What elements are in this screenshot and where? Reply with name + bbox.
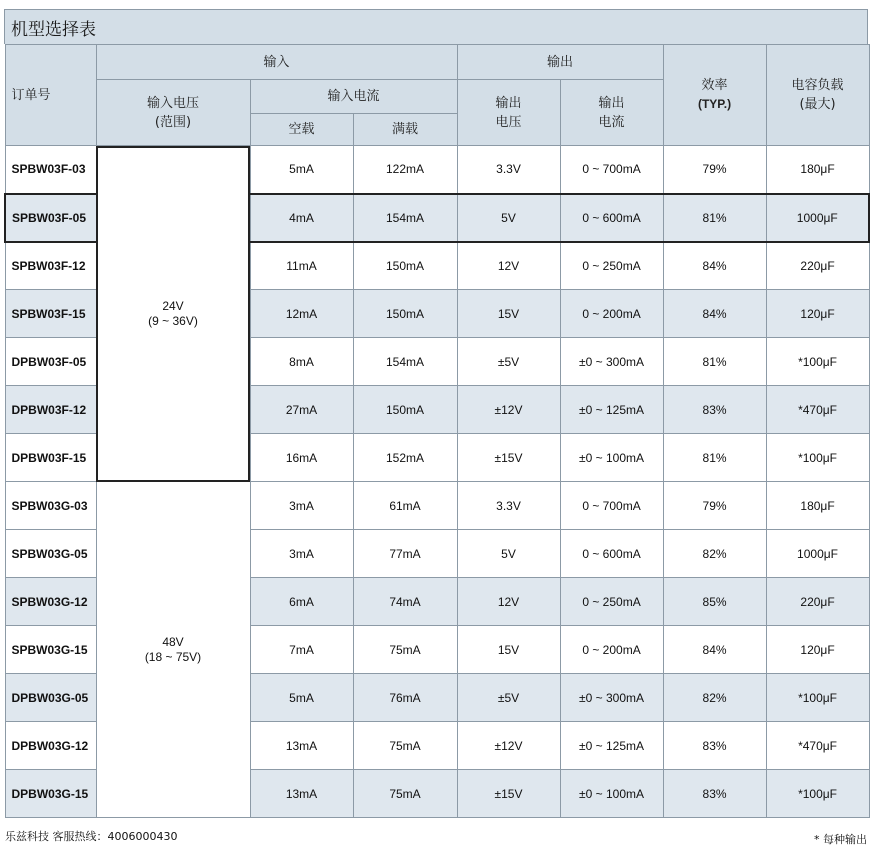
model-cell: SPBW03F-05: [5, 194, 96, 242]
cap-cell: 1000μF: [766, 194, 869, 242]
input-voltage-group-24v: [96, 146, 250, 482]
full-load-cell: 74mA: [353, 578, 457, 626]
output-current-label-2: 电流: [598, 114, 625, 130]
iout-cell: ±0 ~ 100mA: [560, 770, 663, 818]
no-load-cell: 13mA: [250, 770, 353, 818]
eff-cell: 83%: [663, 386, 766, 434]
group-range: (18 ~ 75V): [144, 649, 202, 664]
col-cap-load: [766, 45, 869, 146]
col-group-input: 输入: [96, 45, 457, 80]
table-header: [5, 45, 869, 146]
iout-cell: 0 ~ 700mA: [560, 146, 663, 194]
output-current-label-1: 输出: [598, 95, 625, 111]
col-no-load: 空载: [250, 114, 353, 146]
no-load-cell: 16mA: [250, 434, 353, 482]
no-load-cell: 11mA: [250, 242, 353, 290]
footer-hotline: 乐兹科技 客服热线：4006000430: [5, 830, 178, 843]
col-group-output: 输出: [457, 45, 663, 80]
iout-cell: ±0 ~ 125mA: [560, 386, 663, 434]
eff-cell: 82%: [663, 530, 766, 578]
vout-cell: ±15V: [457, 434, 560, 482]
full-load-cell: 76mA: [353, 674, 457, 722]
output-voltage-label-2: 电压: [495, 114, 522, 130]
cap-load-sub: (最大): [799, 97, 836, 112]
eff-cell: 83%: [663, 770, 766, 818]
eff-cell: 81%: [663, 194, 766, 242]
model-cell: DPBW03F-05: [5, 338, 96, 386]
eff-cell: 83%: [663, 722, 766, 770]
col-order-no: 订单号: [5, 45, 96, 146]
iout-cell: ±0 ~ 125mA: [560, 722, 663, 770]
vout-cell: 3.3V: [457, 146, 560, 194]
efficiency-label: 效率: [701, 78, 728, 93]
eff-cell: 85%: [663, 578, 766, 626]
group-voltage: 24V: [162, 298, 184, 313]
iout-cell: 0 ~ 600mA: [560, 530, 663, 578]
model-selection-sheet: [4, 9, 868, 818]
model-cell: SPBW03G-03: [5, 482, 96, 530]
eff-cell: 79%: [663, 482, 766, 530]
vout-cell: ±5V: [457, 674, 560, 722]
iout-cell: ±0 ~ 300mA: [560, 674, 663, 722]
col-input-current: 输入电流: [250, 80, 457, 114]
no-load-cell: 27mA: [250, 386, 353, 434]
input-voltage-label: 输入电压: [146, 95, 199, 111]
table-row[interactable]: [5, 146, 869, 194]
model-cell: DPBW03G-12: [5, 722, 96, 770]
cap-cell: *100μF: [766, 338, 869, 386]
cap-cell: *470μF: [766, 386, 869, 434]
cap-cell: *100μF: [766, 434, 869, 482]
full-load-cell: 75mA: [353, 770, 457, 818]
iout-cell: 0 ~ 600mA: [560, 194, 663, 242]
full-load-cell: 77mA: [353, 530, 457, 578]
vout-cell: ±15V: [457, 770, 560, 818]
iout-cell: 0 ~ 250mA: [560, 578, 663, 626]
eff-cell: 84%: [663, 242, 766, 290]
full-load-cell: 154mA: [353, 194, 457, 242]
model-cell: SPBW03F-15: [5, 290, 96, 338]
iout-cell: 0 ~ 200mA: [560, 290, 663, 338]
vout-cell: 5V: [457, 194, 560, 242]
model-cell: SPBW03F-12: [5, 242, 96, 290]
no-load-cell: 6mA: [250, 578, 353, 626]
efficiency-sub: (TYP.): [697, 97, 732, 111]
full-load-cell: 75mA: [353, 626, 457, 674]
model-cell: SPBW03G-05: [5, 530, 96, 578]
cap-cell: *470μF: [766, 722, 869, 770]
no-load-cell: 3mA: [250, 482, 353, 530]
col-output-voltage: [457, 80, 560, 146]
full-load-cell: 152mA: [353, 434, 457, 482]
table-body: [5, 146, 869, 818]
col-full-load: 满载: [353, 114, 457, 146]
no-load-cell: 5mA: [250, 146, 353, 194]
vout-cell: ±12V: [457, 386, 560, 434]
group-voltage: 48V: [162, 634, 184, 649]
eff-cell: 81%: [663, 434, 766, 482]
vout-cell: 12V: [457, 242, 560, 290]
col-output-current: [560, 80, 663, 146]
no-load-cell: 13mA: [250, 722, 353, 770]
cap-cell: 120μF: [766, 290, 869, 338]
vout-cell: 12V: [457, 578, 560, 626]
cap-cell: 220μF: [766, 578, 869, 626]
full-load-cell: 150mA: [353, 386, 457, 434]
full-load-cell: 150mA: [353, 242, 457, 290]
cap-cell: 180μF: [766, 146, 869, 194]
eff-cell: 81%: [663, 338, 766, 386]
vout-cell: 15V: [457, 626, 560, 674]
no-load-cell: 4mA: [250, 194, 353, 242]
iout-cell: 0 ~ 700mA: [560, 482, 663, 530]
model-selection-table: [4, 44, 870, 818]
eff-cell: 79%: [663, 146, 766, 194]
model-cell: DPBW03G-15: [5, 770, 96, 818]
vout-cell: ±12V: [457, 722, 560, 770]
cap-load-label: 电容负载: [791, 78, 844, 93]
eff-cell: 84%: [663, 626, 766, 674]
no-load-cell: 5mA: [250, 674, 353, 722]
vout-cell: ±5V: [457, 338, 560, 386]
model-cell: SPBW03G-15: [5, 626, 96, 674]
model-cell: DPBW03F-15: [5, 434, 96, 482]
full-load-cell: 61mA: [353, 482, 457, 530]
input-voltage-sub: (范围): [154, 114, 192, 130]
no-load-cell: 3mA: [250, 530, 353, 578]
col-efficiency: [663, 45, 766, 146]
full-load-cell: 75mA: [353, 722, 457, 770]
iout-cell: ±0 ~ 300mA: [560, 338, 663, 386]
vout-cell: 15V: [457, 290, 560, 338]
group-range: (9 ~ 36V): [148, 313, 198, 328]
model-cell: DPBW03F-12: [5, 386, 96, 434]
model-cell: SPBW03G-12: [5, 578, 96, 626]
full-load-cell: 150mA: [353, 290, 457, 338]
full-load-cell: 154mA: [353, 338, 457, 386]
no-load-cell: 7mA: [250, 626, 353, 674]
table-title: 机型选择表: [4, 9, 868, 44]
iout-cell: 0 ~ 250mA: [560, 242, 663, 290]
cap-cell: *100μF: [766, 770, 869, 818]
cap-cell: 220μF: [766, 242, 869, 290]
cap-cell: *100μF: [766, 674, 869, 722]
no-load-cell: 8mA: [250, 338, 353, 386]
col-input-voltage: [96, 80, 250, 146]
footer-note: * 每种输出: [814, 833, 867, 846]
model-cell: DPBW03G-05: [5, 674, 96, 722]
cap-cell: 120μF: [766, 626, 869, 674]
input-voltage-group-48v: [96, 482, 250, 818]
cap-cell: 1000μF: [766, 530, 869, 578]
cap-cell: 180μF: [766, 482, 869, 530]
eff-cell: 84%: [663, 290, 766, 338]
model-cell: SPBW03F-03: [5, 146, 96, 194]
output-voltage-label-1: 输出: [495, 95, 522, 111]
iout-cell: ±0 ~ 100mA: [560, 434, 663, 482]
eff-cell: 82%: [663, 674, 766, 722]
table-row[interactable]: [5, 482, 869, 530]
no-load-cell: 12mA: [250, 290, 353, 338]
full-load-cell: 122mA: [353, 146, 457, 194]
iout-cell: 0 ~ 200mA: [560, 626, 663, 674]
vout-cell: 5V: [457, 530, 560, 578]
vout-cell: 3.3V: [457, 482, 560, 530]
